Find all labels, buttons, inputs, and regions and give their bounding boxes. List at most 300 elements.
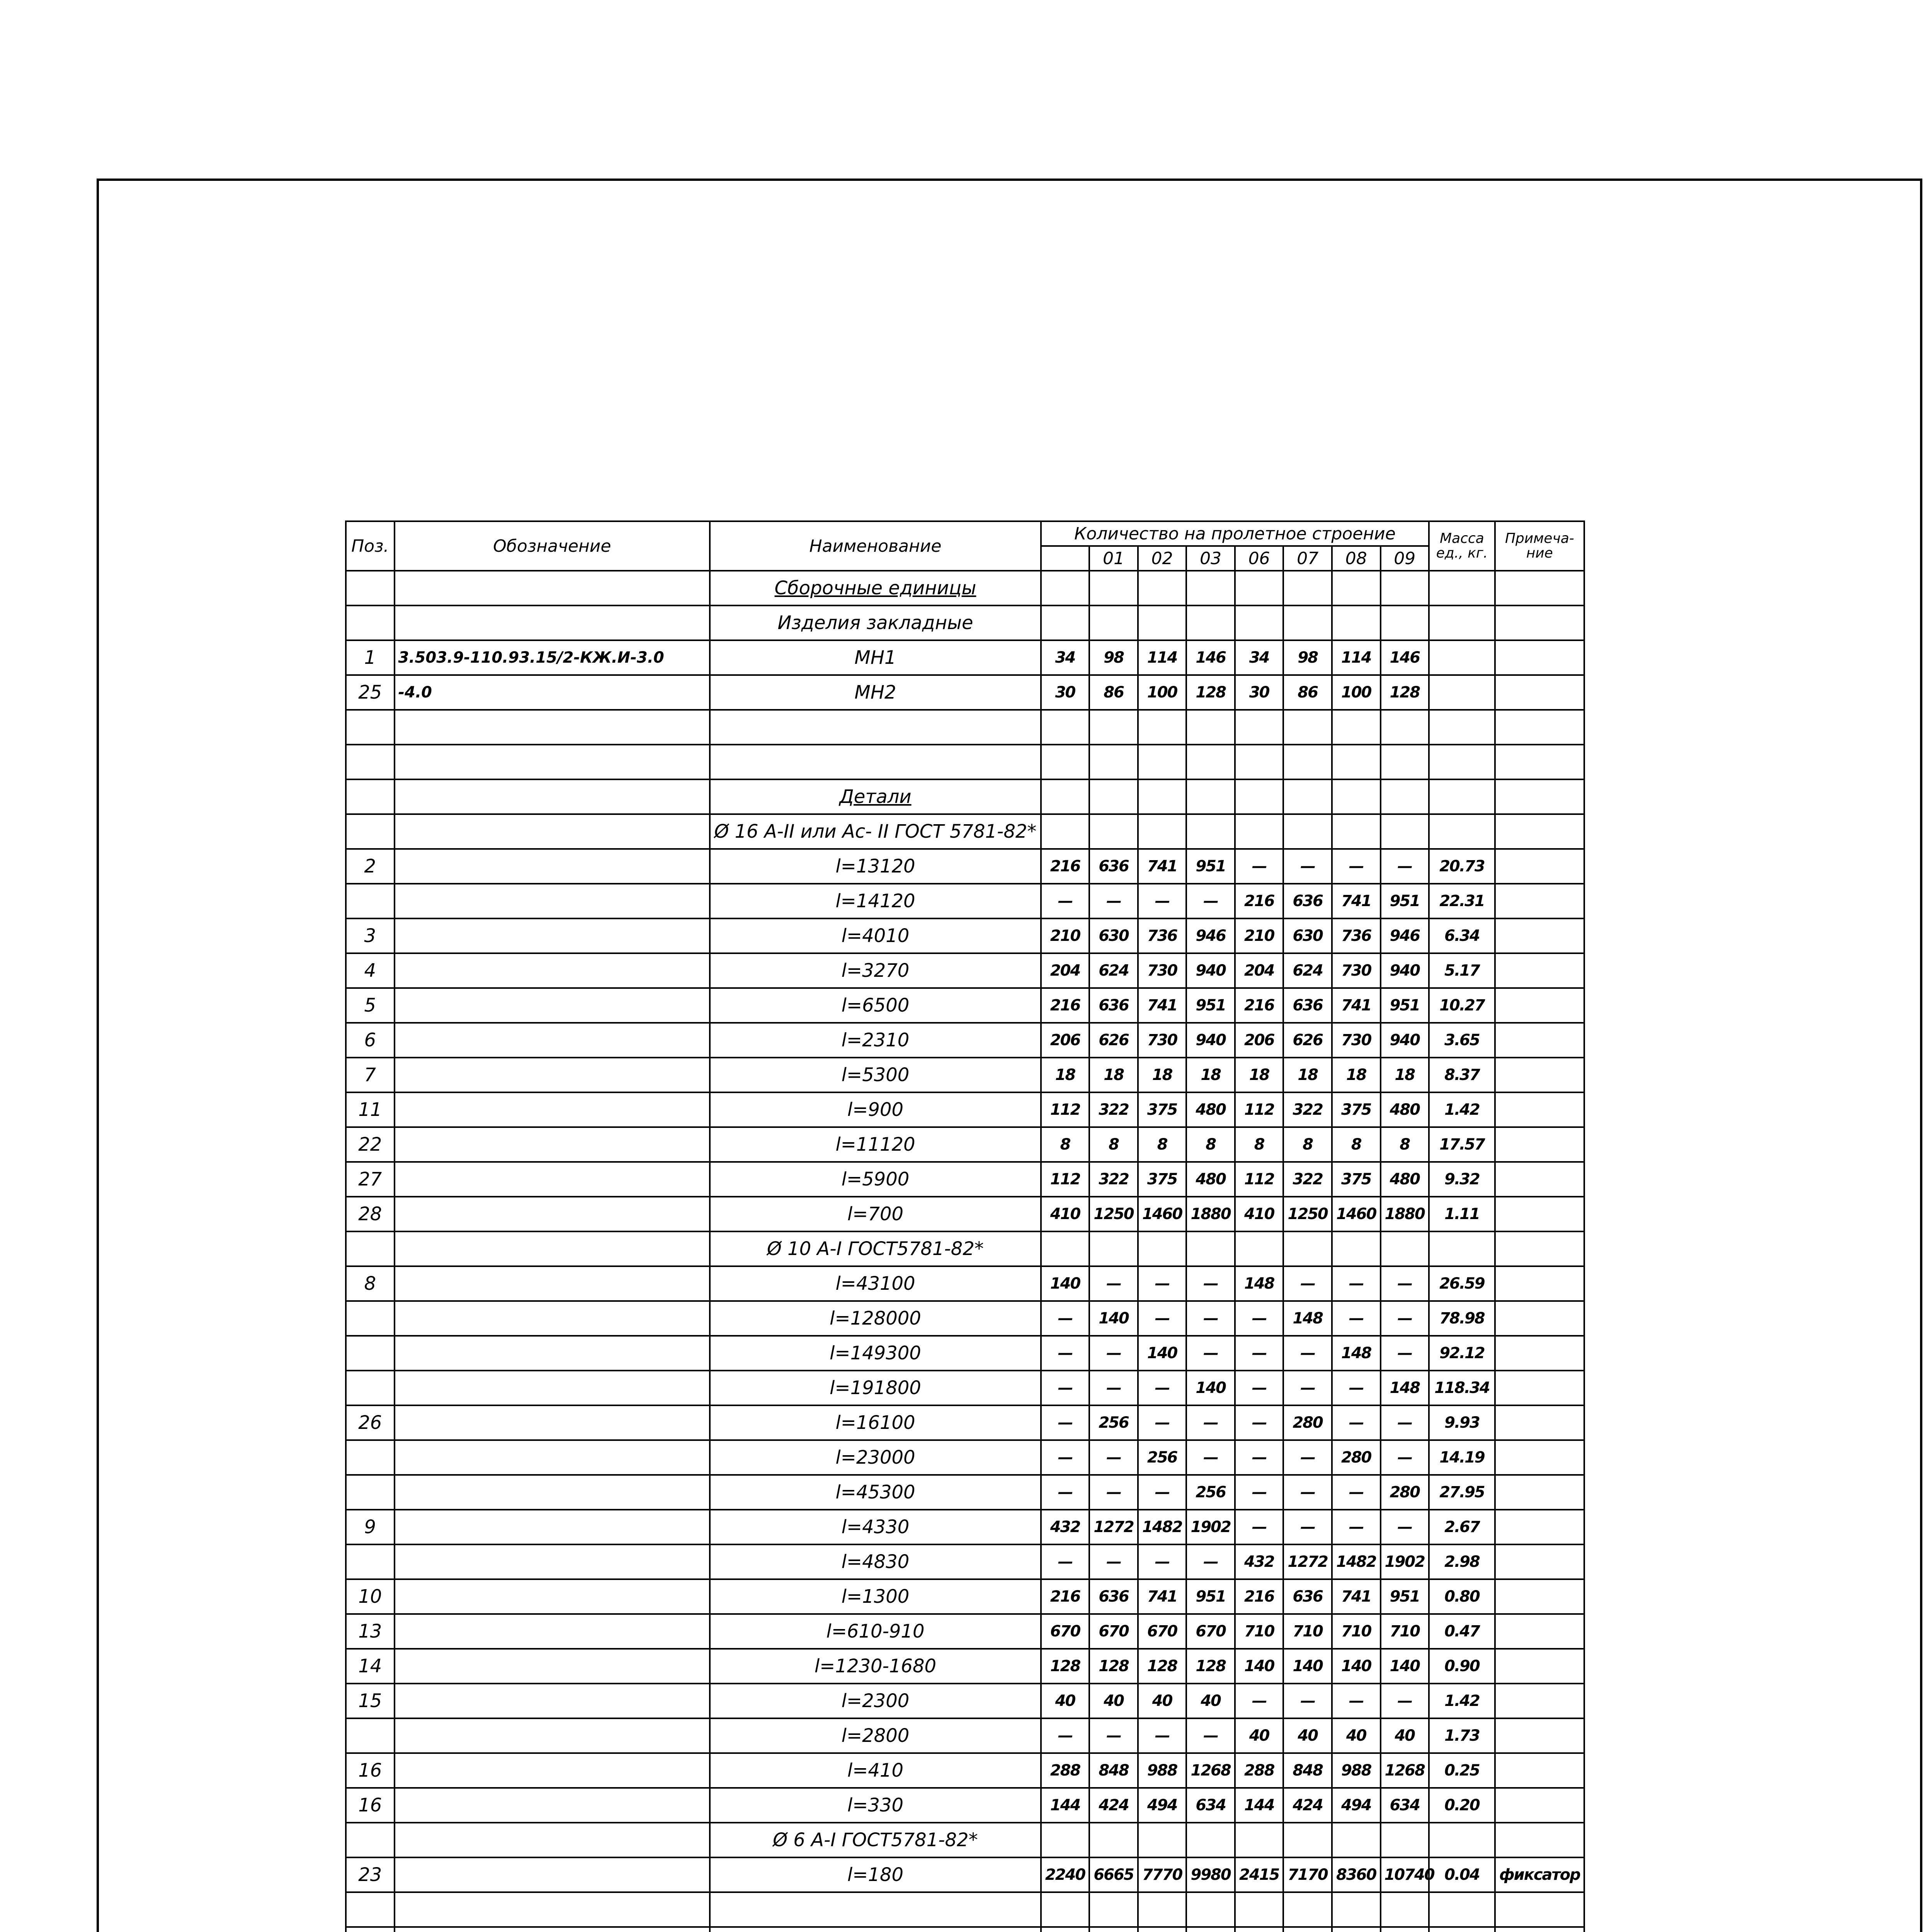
cell-qty: 1482 [1332,1544,1381,1579]
cell-designation [395,571,710,605]
cell-qty: 741 [1332,988,1381,1023]
cell-qty [1186,1927,1235,1932]
cell-qty: 670 [1041,1614,1090,1649]
cell-mass: 6.34 [1429,918,1495,953]
cell-designation [395,1336,710,1371]
cell-qty: 148 [1235,1266,1284,1301]
cell-qty: 848 [1283,1753,1332,1788]
cell-qty: 432 [1235,1544,1284,1579]
cell-pos: 7 [346,1058,395,1092]
cell-pos [346,605,395,640]
cell-qty: 18 [1089,1058,1138,1092]
header-col-07: 07 [1283,546,1332,571]
cell-note [1495,1023,1584,1058]
cell-qty: 288 [1235,1753,1284,1788]
cell-qty: 670 [1089,1614,1138,1649]
cell-qty: — [1235,1336,1284,1371]
cell-mass: 27.95 [1429,1475,1495,1510]
table-row [346,710,1584,745]
cell-note [1495,1544,1584,1579]
cell-qty [1089,1892,1138,1927]
cell-name: l=900 [710,1092,1041,1127]
cell-qty: 946 [1186,918,1235,953]
cell-qty: — [1186,1301,1235,1336]
cell-note [1495,1475,1584,1510]
table-row [346,1301,1584,1336]
cell-designation [395,1058,710,1092]
cell-note [1495,675,1584,710]
cell-qty [1235,1892,1284,1927]
table-row [346,1892,1584,1927]
cell-qty: — [1041,1371,1090,1405]
cell-qty [1283,1231,1332,1266]
table-row [346,1649,1584,1684]
cell-pos [346,710,395,745]
cell-qty [1332,745,1381,779]
cell-qty [1186,710,1235,745]
cell-designation [395,1023,710,1058]
cell-note [1495,953,1584,988]
cell-qty: 140 [1041,1266,1090,1301]
cell-qty [1138,710,1187,745]
cell-qty: 636 [1283,988,1332,1023]
cell-qty: 636 [1089,1579,1138,1614]
cell-qty [1138,779,1187,814]
cell-qty [1041,814,1090,849]
cell-qty: — [1283,1371,1332,1405]
cell-qty: — [1041,1336,1090,1371]
cell-qty [1186,814,1235,849]
cell-name: l=4010 [710,918,1041,953]
cell-qty [1235,1823,1284,1857]
cell-qty: 1250 [1089,1197,1138,1231]
header-col-08: 08 [1332,546,1381,571]
cell-qty: — [1186,1718,1235,1753]
cell-qty: — [1089,1544,1138,1579]
cell-qty: — [1381,1405,1429,1440]
cell-pos [346,1718,395,1753]
cell-note [1495,1266,1584,1301]
cell-qty: 626 [1089,1023,1138,1058]
cell-pos [346,1823,395,1857]
cell-name: l=6500 [710,988,1041,1023]
cell-pos: 27 [346,1162,395,1197]
cell-note [1495,710,1584,745]
cell-qty: 140 [1283,1649,1332,1684]
cell-qty [1186,605,1235,640]
cell-qty [1041,1231,1090,1266]
cell-qty: 7170 [1283,1857,1332,1892]
table-row [346,1127,1584,1162]
cell-qty [1186,779,1235,814]
cell-qty: — [1381,1440,1429,1475]
table-row [346,779,1584,814]
cell-mass: 0.90 [1429,1649,1495,1684]
cell-name: l=3270 [710,953,1041,988]
cell-qty: 216 [1235,988,1284,1023]
cell-qty: 480 [1186,1092,1235,1127]
cell-qty: — [1381,1510,1429,1544]
cell-qty: 210 [1235,918,1284,953]
cell-qty: 18 [1235,1058,1284,1092]
cell-designation [395,1092,710,1127]
cell-qty: 741 [1138,1579,1187,1614]
cell-qty: 946 [1381,918,1429,953]
cell-qty: 8 [1235,1127,1284,1162]
cell-qty: 848 [1089,1753,1138,1788]
cell-pos: 5 [346,988,395,1023]
cell-mass [1429,640,1495,675]
cell-qty: — [1283,1336,1332,1371]
cell-mass: 20.73 [1429,849,1495,884]
cell-qty [1041,745,1090,779]
cell-qty: — [1332,1301,1381,1336]
cell-qty: 480 [1186,1162,1235,1197]
cell-mass: 14.19 [1429,1440,1495,1475]
cell-qty: 741 [1332,884,1381,918]
cell-name: l=149300 [710,1336,1041,1371]
cell-qty [1381,1892,1429,1927]
cell-pos: 16 [346,1788,395,1823]
cell-qty [1041,779,1090,814]
cell-qty [1138,605,1187,640]
cell-qty: 730 [1138,1023,1187,1058]
cell-qty: 2415 [1235,1857,1284,1892]
cell-qty: 951 [1186,849,1235,884]
cell-qty: — [1041,1405,1090,1440]
cell-qty: 40 [1235,1718,1284,1753]
cell-qty [1186,1231,1235,1266]
cell-qty [1332,605,1381,640]
cell-designation [395,1127,710,1162]
cell-mass [1429,605,1495,640]
table-row [346,1579,1584,1614]
cell-qty: — [1235,1684,1284,1718]
table-row [346,1092,1584,1127]
cell-name: l=5300 [710,1058,1041,1092]
table-row [346,1023,1584,1058]
cell-qty [1041,605,1090,640]
cell-pos [346,1336,395,1371]
cell-qty: 34 [1041,640,1090,675]
header-pos: Поз. [346,521,395,571]
cell-note [1495,1440,1584,1475]
cell-qty: 1880 [1186,1197,1235,1231]
cell-mass: 1.11 [1429,1197,1495,1231]
cell-qty: 128 [1381,675,1429,710]
table-row [346,1058,1584,1092]
cell-pos [346,1892,395,1927]
cell-mass [1429,571,1495,605]
cell-name [710,1927,1041,1932]
cell-qty: 256 [1089,1405,1138,1440]
cell-qty [1283,745,1332,779]
cell-designation [395,1510,710,1544]
cell-qty: 8 [1381,1127,1429,1162]
cell-note [1495,1823,1584,1857]
cell-pos: 4 [346,953,395,988]
cell-qty: 206 [1041,1023,1090,1058]
cell-qty: 18 [1332,1058,1381,1092]
cell-qty: 322 [1089,1092,1138,1127]
cell-pos [346,745,395,779]
cell-mass: 118.34 [1429,1371,1495,1405]
cell-qty: 40 [1089,1684,1138,1718]
cell-qty [1381,1231,1429,1266]
cell-qty: 140 [1089,1301,1138,1336]
cell-qty: — [1186,1440,1235,1475]
cell-qty: 144 [1041,1788,1090,1823]
cell-qty: 736 [1138,918,1187,953]
cell-qty: 98 [1283,640,1332,675]
cell-designation [395,1857,710,1892]
cell-qty: 636 [1089,988,1138,1023]
cell-qty: 256 [1186,1475,1235,1510]
cell-qty [1332,1231,1381,1266]
cell-qty: 322 [1283,1092,1332,1127]
cell-note [1495,988,1584,1023]
cell-name: l=45300 [710,1475,1041,1510]
cell-qty [1235,814,1284,849]
cell-qty: 210 [1041,918,1090,953]
cell-qty: 30 [1235,675,1284,710]
table-row [346,1857,1584,1892]
cell-pos: 23 [346,1857,395,1892]
cell-qty: 114 [1332,640,1381,675]
cell-qty: 636 [1089,849,1138,884]
cell-name: l=180 [710,1857,1041,1892]
cell-qty: 140 [1138,1336,1187,1371]
cell-pos [346,1301,395,1336]
table-row [346,1510,1584,1544]
cell-designation [395,849,710,884]
cell-name: Изделия закладные [710,605,1041,640]
cell-qty [1283,571,1332,605]
cell-pos: 3 [346,918,395,953]
cell-qty: 670 [1138,1614,1187,1649]
cell-qty: 112 [1235,1092,1284,1127]
cell-qty [1332,1892,1381,1927]
cell-mass [1429,814,1495,849]
cell-qty [1381,814,1429,849]
header-col-blank [1041,546,1090,571]
cell-pos: 13 [346,1614,395,1649]
cell-pos: 11 [346,1092,395,1127]
cell-qty: — [1332,1371,1381,1405]
cell-name: Ø 6 А-I ГОСТ5781-82* [710,1823,1041,1857]
cell-name: l=13120 [710,849,1041,884]
cell-qty: 710 [1381,1614,1429,1649]
cell-mass [1429,675,1495,710]
cell-note [1495,1579,1584,1614]
table-row [346,1823,1584,1857]
cell-qty: — [1283,1266,1332,1301]
header-col-09: 09 [1381,546,1429,571]
cell-name: МН2 [710,675,1041,710]
cell-qty [1283,1892,1332,1927]
cell-mass: 8.37 [1429,1058,1495,1092]
cell-qty [1235,605,1284,640]
cell-note [1495,1092,1584,1127]
cell-qty: 940 [1186,953,1235,988]
cell-qty: 146 [1381,640,1429,675]
cell-designation [395,1197,710,1231]
cell-note [1495,814,1584,849]
cell-name: l=2800 [710,1718,1041,1753]
cell-qty: 30 [1041,675,1090,710]
cell-designation: 3.503.9-110.93.15/2-КЖ.И-3.0 [395,640,710,675]
cell-qty: 8 [1041,1127,1090,1162]
cell-qty: 100 [1332,675,1381,710]
cell-qty: 480 [1381,1162,1429,1197]
cell-qty: 951 [1186,988,1235,1023]
cell-qty: — [1138,1718,1187,1753]
cell-pos [346,779,395,814]
cell-qty [1381,779,1429,814]
cell-mass: 0.04 [1429,1857,1495,1892]
cell-qty: 216 [1235,884,1284,918]
cell-mass [1429,779,1495,814]
table-row [346,918,1584,953]
cell-qty [1235,745,1284,779]
cell-note [1495,640,1584,675]
cell-designation [395,918,710,953]
table-row [346,1405,1584,1440]
cell-qty: 288 [1041,1753,1090,1788]
cell-designation [395,1405,710,1440]
cell-pos: 16 [346,1753,395,1788]
table-row [346,1684,1584,1718]
cell-name: l=4830 [710,1544,1041,1579]
cell-qty: 424 [1283,1788,1332,1823]
cell-note [1495,1753,1584,1788]
cell-designation [395,1544,710,1579]
cell-note [1495,1892,1584,1927]
cell-qty [1235,571,1284,605]
cell-qty: 206 [1235,1023,1284,1058]
cell-qty: 8 [1138,1127,1187,1162]
cell-mass: 92.12 [1429,1336,1495,1371]
cell-note [1495,1336,1584,1371]
cell-qty [1283,1823,1332,1857]
cell-qty [1041,710,1090,745]
cell-qty [1283,1927,1332,1932]
cell-note [1495,1231,1584,1266]
cell-pos [346,1927,395,1932]
cell-qty: 741 [1332,1579,1381,1614]
cell-qty: — [1283,1475,1332,1510]
cell-qty: — [1235,1371,1284,1405]
cell-qty: 128 [1186,1649,1235,1684]
cell-qty [1283,779,1332,814]
cell-designation [395,1753,710,1788]
cell-qty: 375 [1138,1092,1187,1127]
cell-qty: 40 [1041,1684,1090,1718]
cell-note [1495,1927,1584,1932]
cell-qty [1089,710,1138,745]
cell-qty: 710 [1235,1614,1284,1649]
table-row [346,1266,1584,1301]
cell-designation [395,1684,710,1718]
cell-qty: 2240 [1041,1857,1090,1892]
cell-qty: 18 [1381,1058,1429,1092]
cell-qty: 1902 [1186,1510,1235,1544]
cell-qty [1089,605,1138,640]
cell-qty: 112 [1041,1092,1090,1127]
cell-qty [1138,1231,1187,1266]
cell-designation [395,988,710,1023]
table-row [346,745,1584,779]
cell-qty: — [1041,1301,1090,1336]
cell-designation [395,745,710,779]
cell-pos [346,1475,395,1510]
cell-mass: 22.31 [1429,884,1495,918]
cell-qty: 710 [1332,1614,1381,1649]
table-row [346,1475,1584,1510]
cell-name: МН1 [710,640,1041,675]
cell-designation [395,1162,710,1197]
cell-qty: 114 [1138,640,1187,675]
cell-qty: 18 [1041,1058,1090,1092]
cell-qty: — [1041,1440,1090,1475]
cell-qty [1089,745,1138,779]
cell-mass: 0.47 [1429,1614,1495,1649]
cell-qty: — [1041,1718,1090,1753]
header-designation: Обозначение [395,521,710,571]
cell-qty: 280 [1332,1440,1381,1475]
cell-note [1495,884,1584,918]
cell-qty: — [1186,884,1235,918]
cell-qty: — [1138,1301,1187,1336]
cell-note [1495,605,1584,640]
cell-designation [395,953,710,988]
cell-qty [1332,710,1381,745]
cell-qty: 8 [1186,1127,1235,1162]
cell-name: l=128000 [710,1301,1041,1336]
header-col-02: 02 [1138,546,1187,571]
cell-qty: 634 [1186,1788,1235,1823]
cell-qty: 1272 [1283,1544,1332,1579]
cell-pos: 14 [346,1649,395,1684]
table-row [346,1927,1584,1932]
cell-qty: 86 [1283,675,1332,710]
cell-name: l=4330 [710,1510,1041,1544]
cell-qty: — [1186,1336,1235,1371]
cell-qty: 280 [1381,1475,1429,1510]
cell-qty: — [1332,1266,1381,1301]
cell-pos: 28 [346,1197,395,1231]
cell-qty [1283,605,1332,640]
cell-qty: — [1332,849,1381,884]
cell-qty: 216 [1041,1579,1090,1614]
cell-designation [395,1614,710,1649]
cell-qty: 988 [1138,1753,1187,1788]
cell-qty [1186,745,1235,779]
cell-qty: 40 [1332,1718,1381,1753]
cell-name: l=16100 [710,1405,1041,1440]
cell-note [1495,1788,1584,1823]
cell-qty [1089,1231,1138,1266]
cell-name: Ø 16 А-II или Ас- II ГОСТ 5781-82* [710,814,1041,849]
cell-name: l=43100 [710,1266,1041,1301]
cell-qty: — [1283,1440,1332,1475]
table-row [346,814,1584,849]
cell-pos: 26 [346,1405,395,1440]
cell-qty: — [1381,1336,1429,1371]
cell-name: l=23000 [710,1440,1041,1475]
cell-qty: — [1089,1266,1138,1301]
cell-qty: — [1332,1475,1381,1510]
